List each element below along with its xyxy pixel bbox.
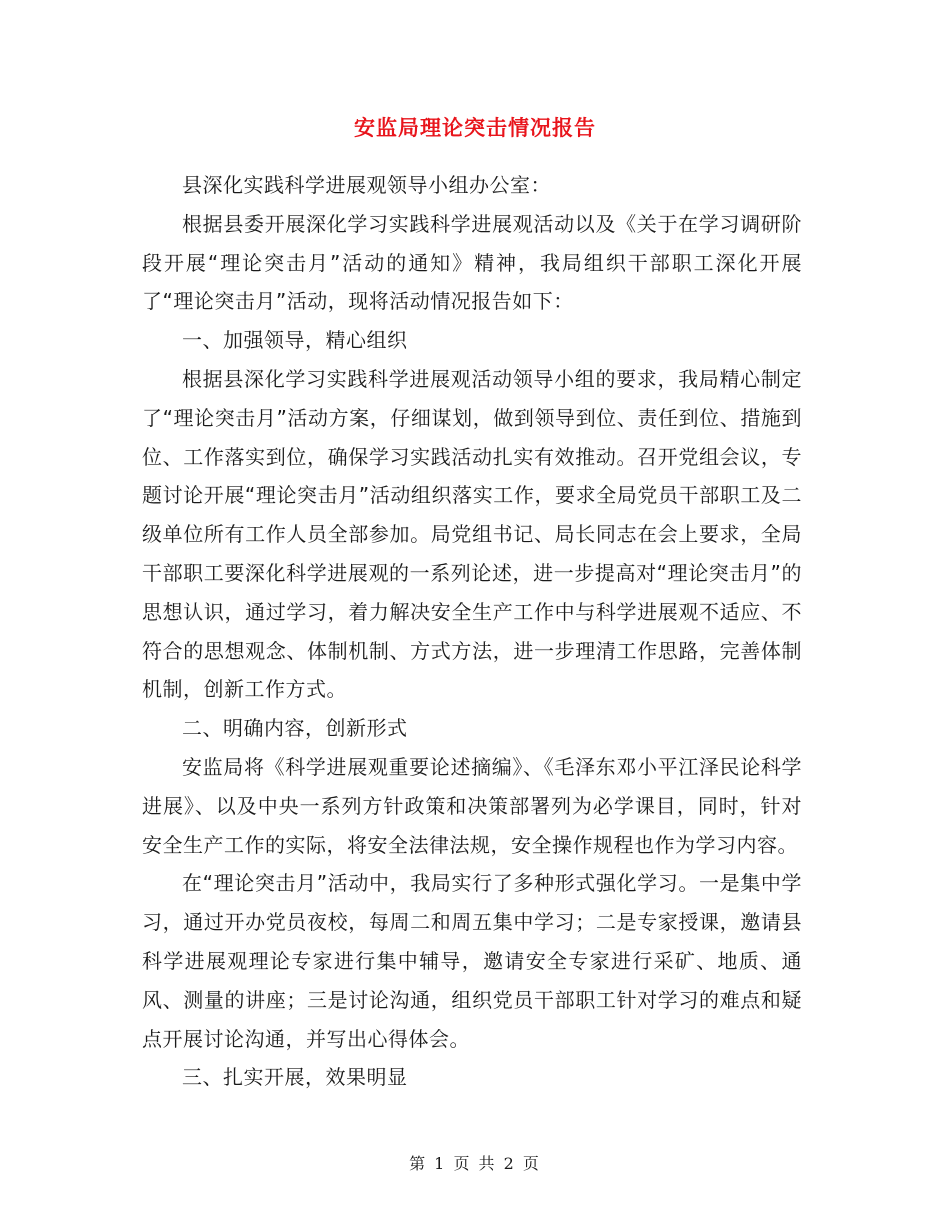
section-1-paragraph: 根据县深化学习实践科学进展观活动领导小组的要求，我局精心制定了“理论突击月”活动方案，仔细谋划，做到领导到位、责任到位、措施到位、工作落实到位，确保学习实践活动扎实有效推动。召开党组会议，专题讨论开展“理论突击月”活动组织落实工作，要求全局党员干部职工及二级单位所有工作人员全部参加。局党组书记、局长同志在会上要求，全局干部职工要深化科学进展观的一系列论述，进一步提高对“理论突击月”的思想认识，通过学习，着力解决安全生产工作中与科学进展观不适应、不符合的思想观念、体制机制、方式方法，进一步理清工作思路，完善体制机制，创新工作方式。 [142,366,802,702]
document-body [142,166,802,1097]
section-heading-1: 一、加强领导，精心组织 [182,328,408,353]
salutation: 县深化实践科学进展观领导小组办公室： [182,173,551,197]
document-title: 安监局理论突击情况报告 [354,116,596,140]
section-heading-2: 二、明确内容，创新形式 [182,716,408,741]
section-2-paragraph-2: 在“理论突击月”活动中，我局实行了多种形式强化学习。一是集中学习，通过开办党员夜校，每周二和周五集中学习；二是专家授课，邀请县科学进展观理论专家进行集中辅导，邀请安全专家进行采矿、地质、通风、测量的讲座；三是讨论沟通，组织党员干部职工针对学习的难点和疑点开展讨论沟通，并写出心得体会。 [142,871,802,1051]
section-2-paragraph-1: 安监局将《科学进展观重要论述摘编》、《毛泽东邓小平江泽民论科学进展》、以及中央一系列方针政策和决策部署列为必学课目，同时，针对安全生产工作的实际，将安全法律法规，安全操作规程也作为学习内容。 [142,754,802,857]
section-heading-3: 三、扎实开展，效果明显 [182,1065,408,1090]
footer-suffix: 页 [522,1154,541,1173]
footer-page-number: 1 [434,1154,447,1173]
footer-total-pages: 2 [503,1154,516,1173]
page-footer [0,1152,950,1176]
intro-paragraph: 根据县委开展深化学习实践科学进展观活动以及《关于在学习调研阶段开展“理论突击月”活动的通知》精神，我局组织干部职工深化开展了“理论突击月”活动，现将活动情况报告如下： [142,211,802,314]
footer-prefix: 第 [409,1154,428,1173]
footer-middle: 页 共 [453,1154,497,1173]
